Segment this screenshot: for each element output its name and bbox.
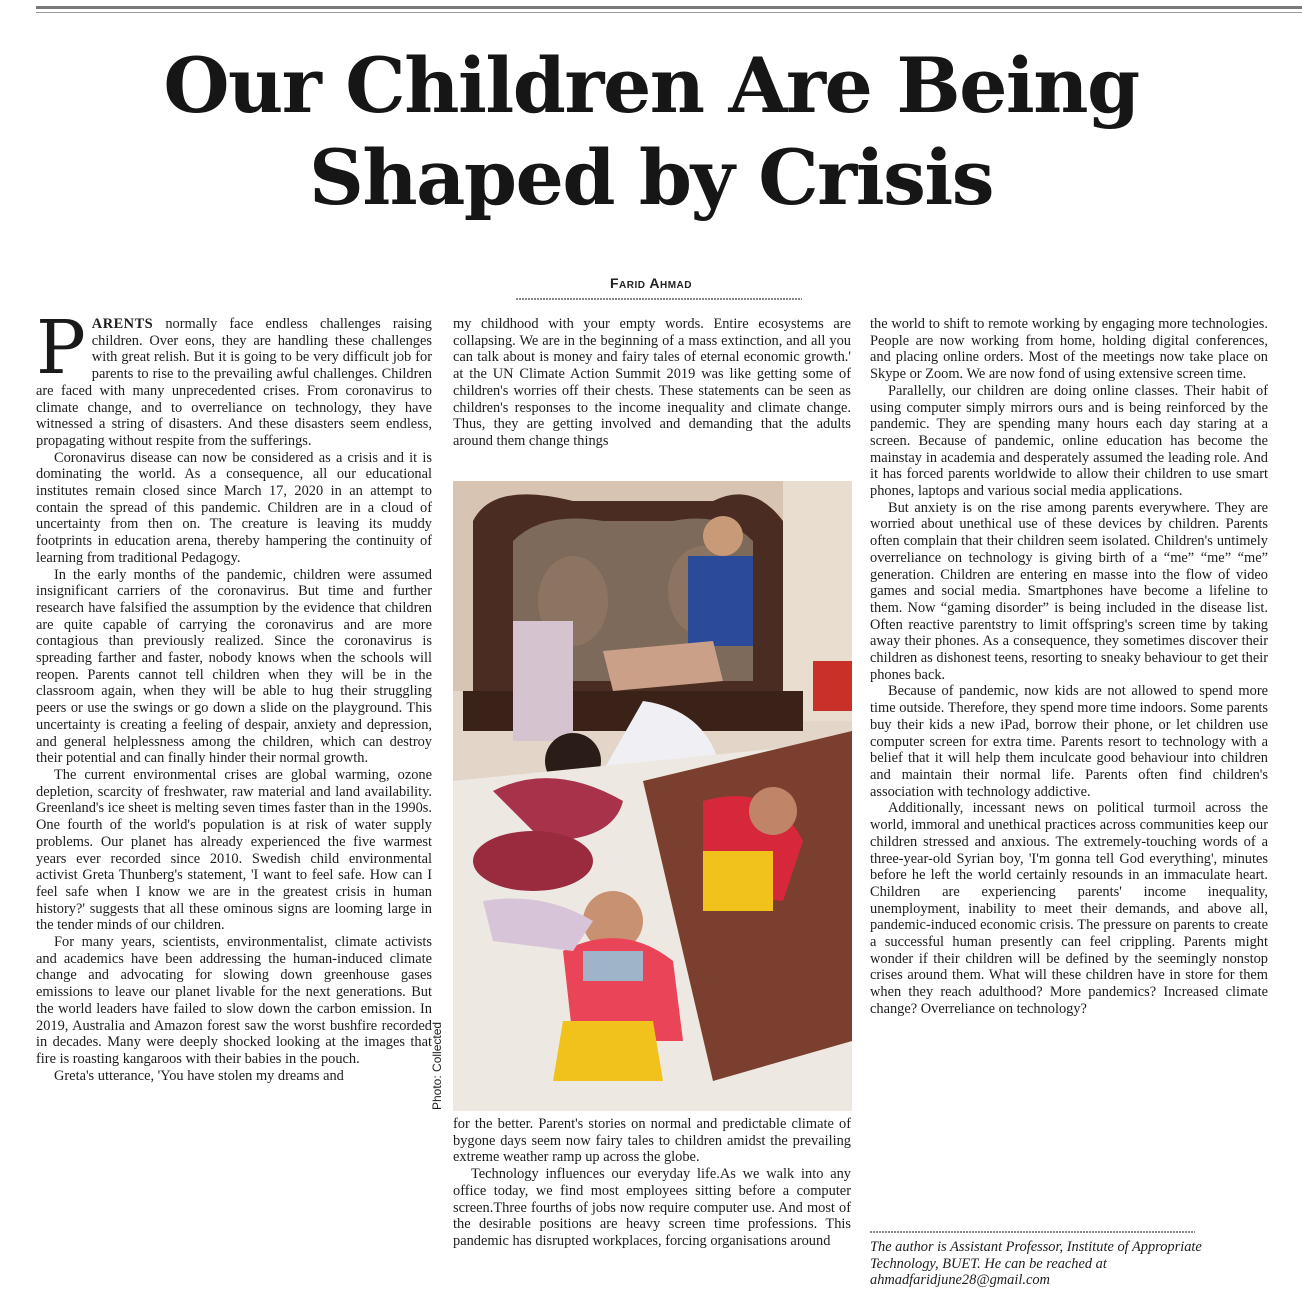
headline: Our Children Are Being Shaped by Crisis (163, 41, 1139, 222)
paragraph: for the better. Parent's stories on normal and predictable climate of bygone days seem now fairy tales to children amidst the prevailing extreme weather ramp up across the globe. (453, 1116, 851, 1166)
paragraph: Greta's utterance, 'You have stolen my dreams and (54, 1067, 344, 1084)
children-on-floor-photo (453, 481, 852, 1111)
paragraph: In the early months of the pandemic, children were assumed insignificant carriers of the coronavirus. But time and further research have falsified the assumption by the evidence that children are quite capable of carrying the coronavirus and are more contagious than previously realized. Since the coronavirus is spreading farther and faster, nobody knows when the schools will reopen. Parents cannot tell children when they will be in the classroom again, when they will be able to hug their struggling peers or use the swings or go down a slide on the playground. This uncertainty is creating a feeling of despair, anxiety and depression, and general helplessness among the children, which can destroy their potential and can finally hinder their normal growth. (36, 566, 432, 767)
top-rule (36, 6, 1302, 9)
paragraph: Parallelly, our children are doing online classes. Their habit of using computer simply mirrors ours and is being reinforced by the pandemic. They are spending many hours each day staring at a screen. Because of pandemic, online education has become the mainstay in academia and desperately assumed the leading role. And it has forced parents worldwide to allow their children to use smart phones, laptops and various social media applications. (870, 382, 1268, 500)
byline: Farid Ahmad (610, 275, 692, 291)
lead-in: ARENTS (91, 316, 154, 332)
paragraph: The current environmental crises are global warming, ozone depletion, scarcity of freshwater, raw material and land availability. Greenland's ice sheet is melting seven times faster than in the 1990s. One fourth of the world's population is at risk of water supply problems. Our planet has already experienced the five warmest years ever recorded since 2010. Swedish child environmental activist Greta Thunberg's statement, 'I want to feel safe. How can I feel safe when I know we are in the greatest crisis in human history?' suggests that all these ominous signs are looming large in the tender minds of our children. (36, 766, 432, 934)
article-column-2-top (453, 316, 851, 482)
paragraph: my childhood with your empty words. Entire ecosystems are collapsing. We are in the beginning of a mass extinction, and all you can talk about is money and fairy tales of eternal economic growth.' at the UN Climate Action Summit 2019 was like getting some of children's worries off their chests. These statements can be seen as children's responses to the income inequality and climate change. Thus, they are getting involved and demanding that the adults around them change things (453, 316, 851, 449)
paragraph: For many years, scientists, environmentalist, climate activists and academics have been addressing the human-induced climate change and advocating for slowing down greenhouse gases emissions to leave our planet livable for the next generations. But the world leaders have failed to slow down the carbon emission. In 2019, Australia and Amazon forest saw the worst bushfire recorded in decades. Many were deeply shocked looking at the images that fire is roasting kangaroos with their babies in the pouch. (36, 934, 432, 1067)
top-rule-thin (36, 12, 1302, 13)
article-column-1 (36, 316, 432, 1296)
paragraph: Coronavirus disease can now be considered as a crisis and it is dominating the world. As a consequence, all our educational institutes remain closed since March 17, 2020 in an attempt to contain the spread of this pandemic. Children are in a cloud of uncertainty from then on. The creature is leaving its muddy footprints in education arena, thereby hampering the continuity of learning from traditional Pedagogy. (36, 449, 432, 566)
paragraph-text: normally face endless challenges raising children. Over eons, they are handling these challenges with great relish. But it is going to be very difficult job for parents to rise to the prevailing awful challenges. Children are faced with many unprecedented crises. From coronavirus to climate change, and to overreliance on technology, they have witnessed a string of disasters. And these disasters seem endless, propagating without respite from the sufferings. (36, 316, 432, 449)
paragraph: Additionally, incessant news on political turmoil across the world, immoral and unethical practices across communities keep our children stressed and anxious. The extremely-touching words of a three-year-old Syrian boy, 'I'm gonna tell God everything', minutes before he left the world certainly resounds in an immaculate heart. Children are experiencing parents' income inequality, unemployment, inability to meet their demands, and above all, pandemic-induced economic crisis. The pressure on parents to create a successful human presently can feel crippling. Parents might wonder if their children will be defined by the seemingly nonstop crises around them. What will these children have in store for them when they reach adulthood? More pandemics? Increased climate change? Overreliance on technology? (870, 800, 1268, 1017)
article-column-3 (870, 316, 1268, 1216)
drop-cap: P (36, 316, 86, 391)
paragraph: Because of pandemic, now kids are not allowed to spend more time outside. Therefore, they spend more time indoors. Some parents buy their kids a new iPad, borrow their phone, or let children use computer screen for extra time. Parents resort to technology with a belief that it will help them inculcate good behaviour into children and maintain their normal life. Parents often find children's association with technology addictive. (870, 683, 1268, 800)
paragraph: the world to shift to remote working by engaging more technologies. People are now working from home, holding digital conferences, and placing online orders. Most of the meetings now take place on Skype or Zoom. We are now fond of using extensive screen time. (870, 316, 1268, 383)
author-note: The author is Assistant Professor, Institute of Appropriate Technology, BUET. He can be reached at ahmadfaridjune28@gmail.com (870, 1239, 1202, 1289)
article-column-2-bottom (453, 1116, 851, 1296)
paragraph: Technology influences our everyday life.As we walk into any office today, we find most employees sitting before a computer screen.Three fourths of jobs now require computer use. And most of the desirable positions are heavy screen time professions. This pandemic has disrupted workplaces, forcing organisations around (453, 1166, 851, 1249)
paragraph: But anxiety is on the rise among parents everywhere. They are worried about unethical use of these devices by children. Parents often complain that their children seem isolated. Children's untimely overreliance on technology is giving birth of a “me” “me” “me” generation. Children are entering en masse into the flow of video games and social media. Smartphones have become a lifeline to them. Now “gaming disorder” is being included in the disease list. Often reactive parentstry to limit offspring's screen time by taking away their phones. As a consequence, they sometimes discover their children as dishonest teens, resorting to sneaky behaviour to get their phones back. (870, 499, 1268, 683)
photo-credit (428, 1010, 456, 1120)
byline-divider (516, 298, 802, 300)
article-photo (453, 481, 852, 1111)
author-divider (870, 1231, 1195, 1233)
paragraph (36, 316, 432, 450)
photo-credit-text: Photo: Collected (430, 1021, 444, 1110)
